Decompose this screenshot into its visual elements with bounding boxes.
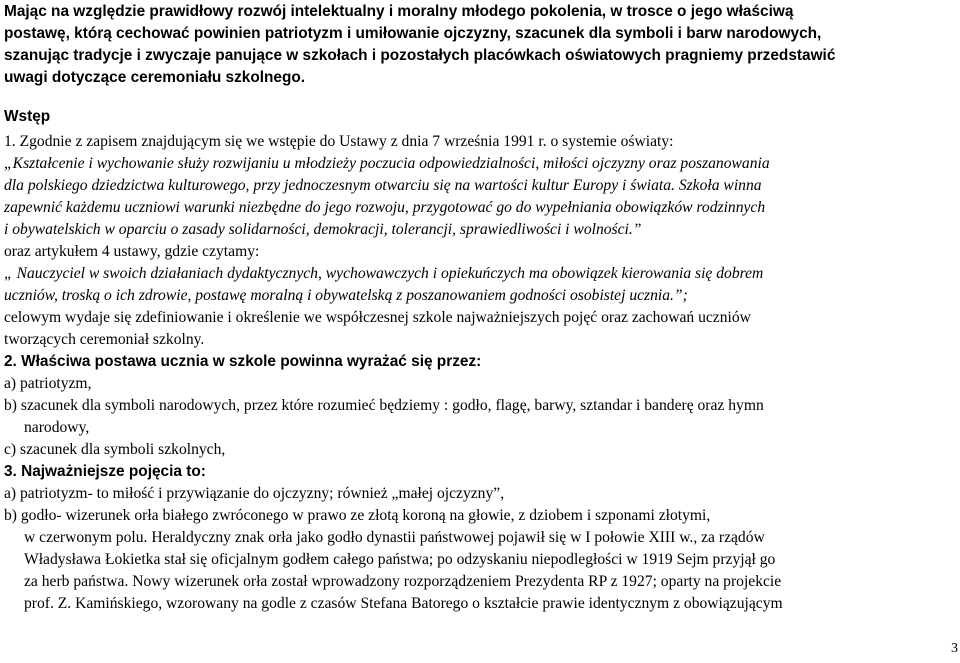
section2-item-c: c) szacunek dla symboli szkolnych, [4,441,226,458]
heading-section-3: 3. Najważniejsze pojęcia to: [4,463,206,480]
section2-item-a: a) patriotyzm, [4,375,92,392]
quote1-line-2 [4,175,762,197]
section1-line-1: 1. Zgodnie z zapisem znajdującym się we wstępie do Ustawy z dnia 7 września 1991 r. o systemie oświaty: [4,133,674,150]
quote1-line-4: i obywatelskich w oparciu o zasady solidarności, demokracji, tolerancji, sprawiedliwości i wolności.” [4,221,642,238]
intro-line-4: uwagi dotyczące ceremoniału szkolnego. [4,69,306,86]
page-number: 3 [951,641,958,656]
section2-item-b-line-1: b) szacunek dla symboli narodowych, przez które rozumieć będziemy : godło, flagę, barwy, sztandar i banderę oraz hymn [4,397,764,414]
section3-item-b-line-2: w czerwonym polu. Heraldyczny znak orła jako godło dynastii państwowej pojawił się w I połowie XIII w., za rządów [24,529,765,546]
section3-item-b-line-4: za herb państwa. Nowy wizerunek orła został wprowadzony rozporządzeniem Prezydenta RP z 1927; oparty na projekcie [24,573,782,590]
quote1-line-3: zapewnić każdemu uczniowi warunki niezbędne do jego rozwoju, przygotować go do wypełniania obowiązków rodzinnych [4,199,766,216]
heading-wstep: Wstęp [4,108,51,125]
section3-item-b-line-1: b) godło- wizerunek orła białego zwróconego w prawo ze złotą koroną na głowie, z dziobem i szponami złotymi, [4,507,711,524]
intro-line-1: Mając na względzie prawidłowy rozwój intelektualny i moralny młodego pokolenia, w trosce o jego właściwą [4,3,794,20]
intro-line-2: postawę, którą cechować powinien patriotyzm i umiłowanie ojczyzny, szacunek dla symboli i barw narodowych, [4,25,822,42]
section3-item-a: a) patriotyzm- to miłość i przywiązanie do ojczyzny; również „małej ojczyzny”, [4,485,505,502]
section3-item-b-line-5: prof. Z. Kamińskiego, wzorowany na godle z czasów Stefana Batorego o kształcie prawie identycznym z obowiązującym [24,595,783,612]
heading-section-2: 2. Właściwa postawa ucznia w szkole powinna wyrażać się przez: [4,353,482,370]
quote1-line-2-part-a: dla polskiego dziedzictwa kulturowego, przy jednoczesnym otwarciu się na wartości kultur Europy i świata. [4,177,675,194]
purpose-line-2: tworzących ceremoniał szkolny. [4,331,205,348]
intro-line-3: szanując tradycje i zwyczaje panujące w szkołach i pozostałych placówkach oświatowych pragniemy przedstawić [4,47,836,64]
purpose-line-1: celowym wydaje się zdefiniowanie i określenie we współczesnej szkole najważniejszych pojęć oraz zachowań uczniów [4,309,751,326]
quote1-line-2-part-b: Szkoła winna [674,177,762,194]
quote2-line-2: uczniów, troską o ich zdrowie, postawę moralną i obywatelską z poszanowaniem godności osobistej ucznia.”; [4,287,688,304]
quote1-line-1: „Kształcenie i wychowanie służy rozwijaniu u młodzieży poczucia odpowiedzialności, miłości ojczyzny oraz poszanowania [4,155,770,172]
section2-item-b-line-2: narodowy, [24,419,90,436]
art4-line: oraz artykułem 4 ustawy, gdzie czytamy: [4,243,260,260]
quote2-line-1: „ Nauczyciel w swoich działaniach dydaktycznych, wychowawczych i opiekuńczych ma obowiązek kierowania się dobrem [4,265,764,282]
section3-item-b-line-3: Władysława Łokietka stał się oficjalnym godłem całego państwa; po odzyskaniu niepodległości w 1919 Sejm przyjął go [24,551,776,568]
